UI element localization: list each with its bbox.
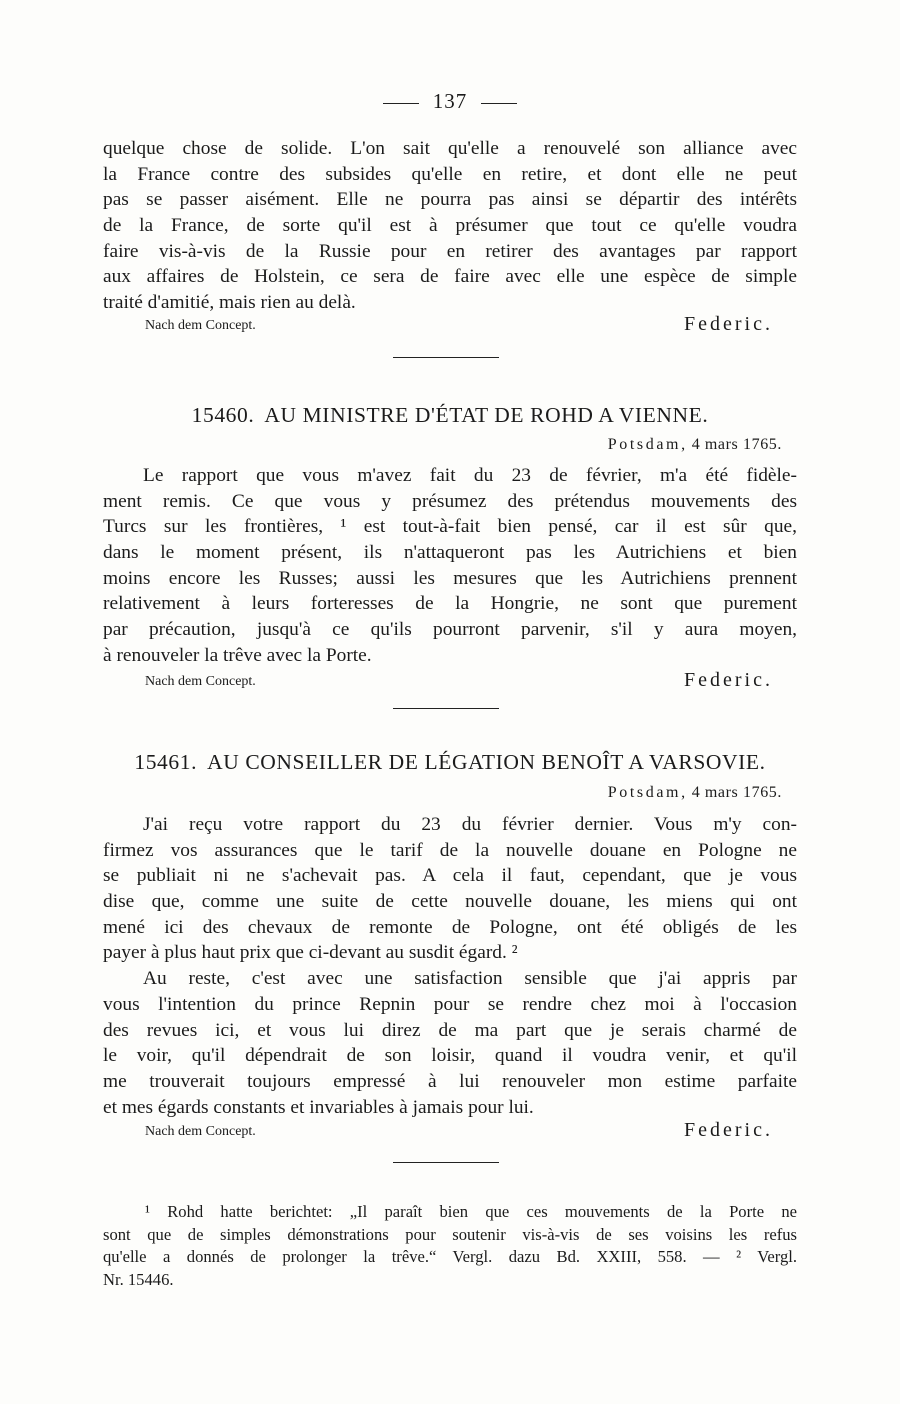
letter-number: 15461. <box>134 750 198 774</box>
text-line: moins encore les Russes; aussi les mesures que les Autrichiens prennent <box>103 567 797 589</box>
letter-title: AU MINISTRE D'ÉTAT DE ROHD A VIENNE. <box>264 403 709 427</box>
letter-dateline <box>608 436 782 454</box>
text-line: Le rapport que vous m'avez fait du 23 de février, m'a été fidèle- <box>143 465 797 486</box>
continuation-text <box>103 136 797 316</box>
text-line: à renouveler la trêve avec la Porte. <box>103 644 372 666</box>
continuation-signature-row <box>145 312 773 336</box>
footnote-line: Nr. 15446. <box>103 1269 174 1289</box>
letter-body <box>103 812 797 1120</box>
text-line: dans le moment présent, ils n'attaqueront pas les Autrichiens et bien <box>103 542 797 564</box>
section-separator <box>393 1162 499 1163</box>
letter-signature-row <box>145 668 773 692</box>
page-number-left-dash <box>383 103 419 104</box>
text-line: Au reste, c'est avec une satisfaction sensible que j'ai appris par <box>143 968 797 990</box>
letter-signature-row <box>145 1118 773 1142</box>
text-line: mené ici des chevaux de remonte de Pologne, ont été obligés de les <box>103 916 797 938</box>
text-line: la France contre des subsides qu'elle en retire, et dont elle ne peut <box>103 163 797 185</box>
letter-title: AU CONSEILLER DE LÉGATION BENOÎT A VARSOVIE. <box>207 750 766 774</box>
page-number <box>0 89 900 114</box>
section-separator <box>393 708 499 709</box>
text-line: relativement à leurs forteresses de la Hongrie, ne sont que purement <box>103 593 797 615</box>
footnotes <box>103 1201 797 1291</box>
letter-date: 4 mars 1765. <box>691 784 782 801</box>
text-line: J'ai reçu votre rapport du 23 du février dernier. Vous m'y con- <box>143 814 797 835</box>
source-note: Nach dem Concept. <box>145 1124 256 1139</box>
text-line: le voir, qu'il dépendrait de son loisir, quand il voudra venir, et qu'il <box>103 1045 797 1067</box>
text-line: traité d'amitié, mais rien au delà. <box>103 292 356 314</box>
footnote-line: qu'elle a donnés de prolonger la trêve.“ Vergl. dazu Bd. XXIII, 558. — ² Vergl. <box>103 1247 797 1266</box>
footnote-line: sont que de simples démonstrations pour soutenir vis-à-vis de ses voisins les refus <box>103 1224 797 1244</box>
text-line: se publiait ni ne s'achevait pas. A cela il faut, cependant, que je vous <box>103 865 797 887</box>
page-number-right-dash <box>481 103 517 104</box>
text-line: ment remis. Ce que vous y présumez des prétendus mouvements des <box>103 490 797 512</box>
source-note: Nach dem Concept. <box>145 674 256 689</box>
source-note: Nach dem Concept. <box>145 318 256 333</box>
text-line: Turcs sur les frontières, ¹ est tout-à-fait bien pensé, car il est sûr que, <box>103 516 797 538</box>
text-line: de la France, de sorte qu'il est à présumer que tout ce qu'elle voudra <box>103 215 797 237</box>
letter-body <box>103 463 797 669</box>
text-line: dise que, comme une suite de cette nouvelle douane, les miens qui ont <box>103 891 797 913</box>
text-line: me trouverait toujours empressé à lui renouveler mon estime parfaite <box>103 1070 797 1092</box>
signature: Federic. <box>684 313 773 335</box>
letter-place: Potsdam, <box>607 784 688 801</box>
text-line: et mes égards constants et invariables à jamais pour lui. <box>103 1096 534 1118</box>
text-line: vous l'intention du prince Repnin pour se rendre chez moi à l'occasion <box>103 993 797 1015</box>
letter-heading <box>103 403 797 428</box>
text-line: aux affaires de Holstein, ce sera de faire avec elle une espèce de simple <box>103 266 797 288</box>
text-line: par précaution, jusqu'à ce qu'ils pourront parvenir, s'il y aura moyen, <box>103 619 797 641</box>
signature: Federic. <box>684 669 773 691</box>
letter-date: 4 mars 1765. <box>691 436 782 453</box>
text-line: faire vis-à-vis de la Russie pour en retirer des avantages par rapport <box>103 240 797 262</box>
text-line: quelque chose de solide. L'on sait qu'elle a renouvelé son alliance avec <box>103 138 797 159</box>
section-separator <box>393 357 499 358</box>
text-line: pas se passer aisément. Elle ne pourra pas ainsi se départir des intérêts <box>103 189 797 211</box>
text-line: firmez vos assurances que le tarif de la nouvelle douane en Pologne ne <box>103 839 797 861</box>
text-line: payer à plus haut prix que ci-devant au susdit égard. ² <box>103 942 518 964</box>
page-number-value: 137 <box>432 89 468 113</box>
signature: Federic. <box>684 1119 773 1141</box>
text-line: des revues ici, et vous lui direz de ma part que je serais charmé de <box>103 1019 797 1041</box>
footnote-line: ¹ Rohd hatte berichtet: „Il paraît bien que ces mouvements de la Porte ne <box>145 1202 797 1221</box>
letter-dateline <box>608 784 782 802</box>
letter-heading <box>103 750 797 775</box>
letter-number: 15460. <box>191 403 255 427</box>
letter-place: Potsdam, <box>607 436 688 453</box>
